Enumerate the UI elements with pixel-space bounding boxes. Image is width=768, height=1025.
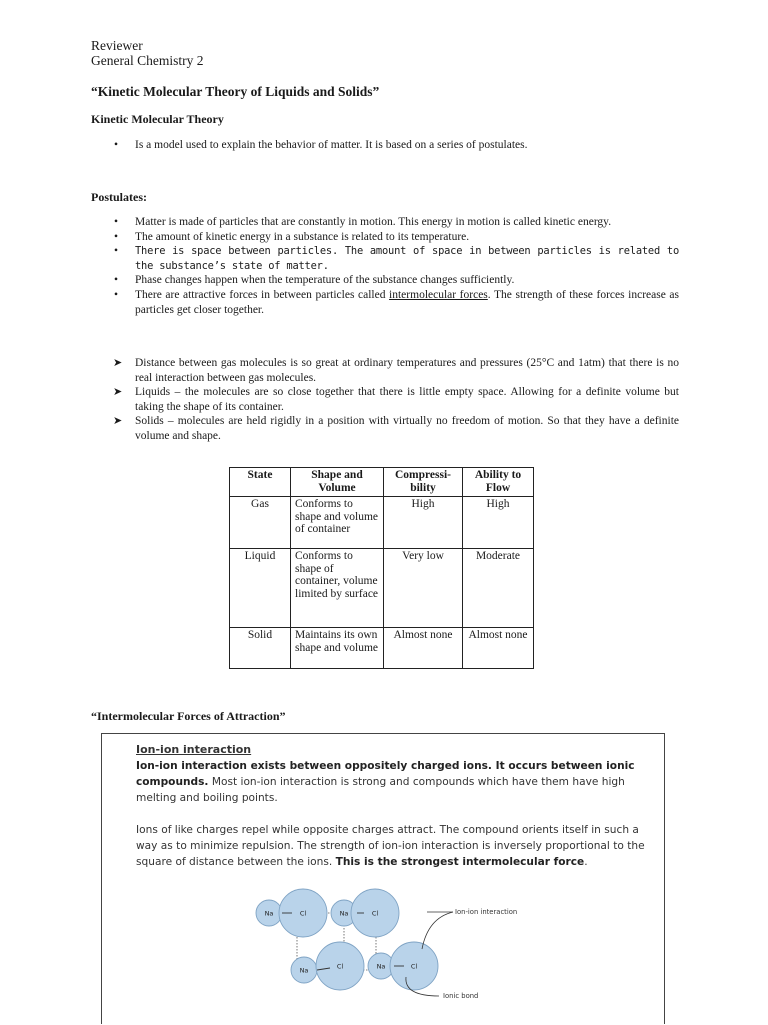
document-title: “Kinetic Molecular Theory of Liquids and Solids” (91, 84, 380, 99)
table-cell: Solid (230, 628, 291, 669)
cl-label: Cl (371, 909, 379, 918)
postulates-heading: Postulates: (91, 190, 147, 204)
interaction-callout-line (422, 912, 453, 949)
table-cell: Moderate (463, 549, 534, 628)
table-cell: High (384, 497, 463, 549)
header-subject: General Chemistry 2 (91, 53, 204, 68)
table-header-row (230, 468, 534, 497)
list-item: • Matter is made of particles that are constantly in motion. This energy in motion is called kinetic energy. (91, 215, 679, 230)
list-item-text: There are attractive forces in between particles called (135, 288, 390, 301)
bold-text: This is the strongest intermolecular force (335, 855, 585, 868)
table-cell: Maintains its own shape and volume (291, 628, 384, 669)
list-item-text: Liquids – the molecules are so close together that there is little empty space. Allowing for a definite volume but taking the shape of its container. (135, 386, 679, 413)
column-header: Compressi-bility (384, 468, 463, 497)
table-row (230, 497, 534, 549)
states-table (229, 467, 534, 669)
list-item (91, 244, 679, 273)
arrow-bullet-icon: ➤ (113, 415, 123, 428)
table-cell: Conforms to shape and volume of container (291, 497, 384, 549)
table-cell: Liquid (230, 549, 291, 628)
list-item-text: . The strength of these forces increase as particles get closer together. (135, 288, 679, 316)
table-cell: Almost none (384, 628, 463, 669)
list-item (91, 288, 679, 317)
cl-label: Cl (336, 962, 344, 971)
list-item (91, 414, 679, 443)
list-item: • Phase changes happen when the temperature of the substance changes sufficiently. (91, 273, 679, 288)
list-item-text: Solids – molecules are held rigidly in a position with virtually no freedom of motion. So that they have a definite volume and shape. (135, 415, 679, 442)
table-row (230, 628, 534, 669)
paragraph-text: Most ion-ion interaction is strong and compounds which have them have high melting and boiling points. (136, 775, 625, 804)
table-cell: Conforms to shape of container, volume limited by surface (291, 549, 384, 628)
cl-label: Cl (299, 909, 307, 918)
bold-text: Ion-ion interaction exists between oppositely charged ions. It occurs between ionic compounds. (136, 760, 635, 788)
na-label: Na (299, 966, 309, 975)
list-item-text: Distance between gas molecules is so great at ordinary temperatures and pressures (25°C and 1atm) that there is no real interaction between gas molecules. (135, 357, 679, 384)
table-row (230, 549, 534, 628)
list-item-text: There is space between particles. The amount of space in between particles is related to the substance’s state of matter. (135, 245, 679, 272)
paragraph-text: . (584, 855, 588, 868)
column-header: State (230, 468, 291, 497)
na-label: Na (264, 909, 274, 918)
cl-label: Cl (410, 962, 418, 971)
postulates-list (91, 215, 679, 317)
table-cell: Gas (230, 497, 291, 549)
intermolecular-forces-term: intermolecular forces (389, 288, 488, 301)
list-item (91, 385, 679, 414)
document-header (91, 38, 203, 68)
header-reviewer: Reviewer (91, 38, 143, 53)
list-item: • Is a model used to explain the behavior of matter. It is based on a series of postulates. (91, 138, 679, 153)
list-item: • The amount of kinetic energy in a substance is related to its temperature. (91, 230, 679, 245)
column-header: Ability to Flow (463, 468, 534, 497)
imf-heading: “Intermolecular Forces of Attraction” (91, 709, 286, 723)
table-cell: Almost none (463, 628, 534, 669)
interaction-label: Ion-ion interaction (455, 908, 518, 916)
kmt-heading: Kinetic Molecular Theory (91, 112, 224, 126)
list-item (91, 356, 679, 385)
ion-ion-figure (101, 733, 665, 1024)
table-cell: Very low (384, 549, 463, 628)
box-title: Ion-ion interaction (136, 743, 252, 756)
arrow-bullet-icon: ➤ (113, 386, 123, 399)
column-header: Shape and Volume (291, 468, 384, 497)
ion-lattice-diagram (102, 734, 666, 1025)
arrow-bullet-icon: ➤ (113, 357, 123, 369)
kmt-list (91, 138, 679, 153)
na-label: Na (376, 962, 386, 971)
na-label: Na (339, 909, 349, 918)
table-cell: High (463, 497, 534, 549)
paragraph-text: Ions of like charges repel while opposite charges attract. The compound orients itself in such a way as to minimize repulsion. The strength of ion-ion interaction is inversely proportional to the square of distance between the ions. (136, 824, 645, 868)
bond-label: Ionic bond (443, 992, 479, 1000)
states-list (91, 356, 679, 444)
